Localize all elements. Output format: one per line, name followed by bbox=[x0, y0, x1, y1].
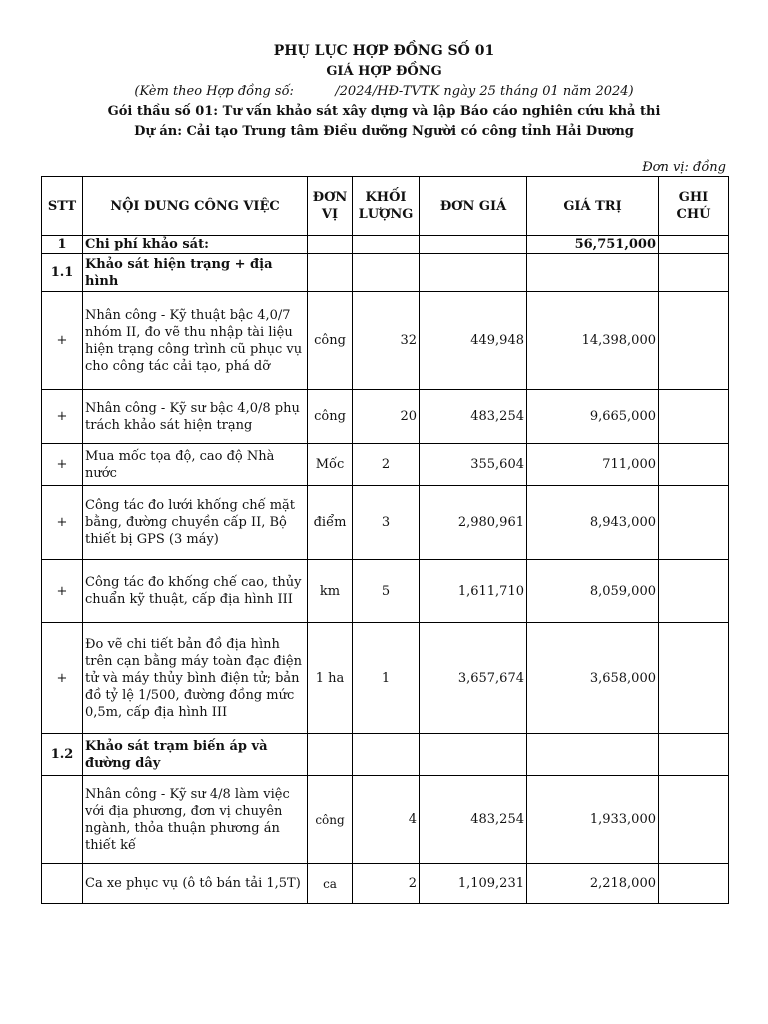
col-header-qty-line2: LƯỢNG bbox=[358, 207, 414, 222]
cell-qty: 4 bbox=[353, 776, 420, 864]
cell-value: 8,943,000 bbox=[527, 486, 659, 560]
cell-unit bbox=[308, 254, 353, 292]
col-header-qty bbox=[353, 177, 420, 236]
cell-unit: ca bbox=[308, 864, 353, 904]
cell-value: 1,933,000 bbox=[527, 776, 659, 864]
cell-content: Công tác đo lưới khống chế mặt bằng, đường chuyền cấp II, Bộ thiết bị GPS (3 máy) bbox=[83, 486, 308, 560]
col-header-stt: STT bbox=[42, 177, 83, 236]
col-header-unit bbox=[308, 177, 353, 236]
cell-note bbox=[659, 776, 729, 864]
cell-content: Khảo sát hiện trạng + địa hình bbox=[83, 254, 308, 292]
cell-qty: 2 bbox=[353, 444, 420, 486]
cell-value: 8,059,000 bbox=[527, 560, 659, 623]
currency-unit-note: Đơn vị: đồng bbox=[642, 160, 726, 175]
cell-price: 483,254 bbox=[420, 776, 527, 864]
cell-value: 3,658,000 bbox=[527, 623, 659, 734]
cell-price: 2,980,961 bbox=[420, 486, 527, 560]
table-row bbox=[42, 776, 729, 864]
cell-value: 711,000 bbox=[527, 444, 659, 486]
document-subtitle: GIÁ HỢP ĐỒNG bbox=[326, 64, 442, 79]
cell-content: Đo vẽ chi tiết bản đồ địa hình trên cạn bằng máy toàn đạc điện tử và máy thủy bình điện tử; bản đồ tỷ lệ 1/500, đường đồng mức 0,5m, cấp địa hình III bbox=[83, 623, 308, 734]
cell-price: 1,109,231 bbox=[420, 864, 527, 904]
cell-qty: 3 bbox=[353, 486, 420, 560]
cell-content: Nhân công - Kỹ thuật bậc 4,0/7 nhóm II, đo vẽ thu nhập tài liệu hiện trạng công trình cũ phục vụ cho công tác cải tạo, phá dỡ bbox=[83, 292, 308, 390]
contract-price-table bbox=[41, 176, 729, 904]
table-row bbox=[42, 560, 729, 623]
cell-note bbox=[659, 444, 729, 486]
cell-price: 483,254 bbox=[420, 390, 527, 444]
cell-stt: + bbox=[42, 444, 83, 486]
cell-unit: công bbox=[308, 292, 353, 390]
cell-price bbox=[420, 734, 527, 776]
table-row bbox=[42, 254, 729, 292]
col-header-qty-line1: KHỐI bbox=[365, 190, 407, 205]
col-header-content: NỘI DUNG CÔNG VIỆC bbox=[83, 177, 308, 236]
col-header-price: ĐƠN GIÁ bbox=[420, 177, 527, 236]
cell-stt: + bbox=[42, 623, 83, 734]
cell-price: 3,657,674 bbox=[420, 623, 527, 734]
cell-value bbox=[527, 734, 659, 776]
cell-price bbox=[420, 254, 527, 292]
cell-qty: 2 bbox=[353, 864, 420, 904]
cell-note bbox=[659, 254, 729, 292]
cell-unit: km bbox=[308, 560, 353, 623]
cell-stt: + bbox=[42, 292, 83, 390]
cell-stt: 1.2 bbox=[42, 734, 83, 776]
cell-content: Khảo sát trạm biến áp và đường dây bbox=[83, 734, 308, 776]
cell-stt bbox=[42, 864, 83, 904]
cell-stt bbox=[42, 776, 83, 864]
table-row bbox=[42, 390, 729, 444]
table-row bbox=[42, 623, 729, 734]
cell-unit bbox=[308, 236, 353, 254]
project-name: Dự án: Cải tạo Trung tâm Điều dưỡng Người có công tỉnh Hải Dương bbox=[134, 124, 634, 139]
table-row bbox=[42, 734, 729, 776]
cell-qty bbox=[353, 734, 420, 776]
cell-unit: 1 ha bbox=[308, 623, 353, 734]
cell-qty bbox=[353, 236, 420, 254]
cell-note bbox=[659, 486, 729, 560]
cell-price: 355,604 bbox=[420, 444, 527, 486]
table-header-row bbox=[42, 177, 729, 236]
col-header-unit-line1: ĐƠN bbox=[312, 190, 348, 205]
col-header-unit-line2: VỊ bbox=[321, 207, 339, 222]
cell-value: 2,218,000 bbox=[527, 864, 659, 904]
cell-stt: + bbox=[42, 560, 83, 623]
cell-value: 9,665,000 bbox=[527, 390, 659, 444]
table-row bbox=[42, 486, 729, 560]
cell-note bbox=[659, 236, 729, 254]
col-header-note: GHI CHÚ bbox=[659, 177, 729, 236]
cell-qty: 5 bbox=[353, 560, 420, 623]
table-row bbox=[42, 292, 729, 390]
table-row bbox=[42, 864, 729, 904]
cell-price: 449,948 bbox=[420, 292, 527, 390]
cell-stt: 1 bbox=[42, 236, 83, 254]
cell-content: Nhân công - Kỹ sư bậc 4,0/8 phụ trách khảo sát hiện trạng bbox=[83, 390, 308, 444]
cell-qty: 1 bbox=[353, 623, 420, 734]
cell-value: 14,398,000 bbox=[527, 292, 659, 390]
cell-unit: công bbox=[308, 776, 353, 864]
table-row bbox=[42, 444, 729, 486]
cell-note bbox=[659, 734, 729, 776]
cell-stt: + bbox=[42, 486, 83, 560]
cell-note bbox=[659, 864, 729, 904]
cell-note bbox=[659, 292, 729, 390]
cell-note bbox=[659, 623, 729, 734]
cell-unit: công bbox=[308, 390, 353, 444]
cell-unit bbox=[308, 734, 353, 776]
cell-value bbox=[527, 254, 659, 292]
cell-content: Mua mốc tọa độ, cao độ Nhà nước bbox=[83, 444, 308, 486]
cell-stt: 1.1 bbox=[42, 254, 83, 292]
cell-note bbox=[659, 560, 729, 623]
package-name: Gói thầu số 01: Tư vấn khảo sát xây dựng và lập Báo cáo nghiên cứu khả thi bbox=[107, 104, 661, 119]
cell-stt: + bbox=[42, 390, 83, 444]
cell-content: Chi phí khảo sát: bbox=[83, 236, 308, 254]
cell-content: Nhân công - Kỹ sư 4/8 làm việc với địa phương, đơn vị chuyên ngành, thỏa thuận phương án thiết kế bbox=[83, 776, 308, 864]
table-row bbox=[42, 236, 729, 254]
col-header-value: GIÁ TRỊ bbox=[527, 177, 659, 236]
cell-value: 56,751,000 bbox=[527, 236, 659, 254]
cell-qty: 32 bbox=[353, 292, 420, 390]
cell-content: Công tác đo khống chế cao, thủy chuẩn kỹ thuật, cấp địa hình III bbox=[83, 560, 308, 623]
cell-unit: Mốc bbox=[308, 444, 353, 486]
cell-unit: điểm bbox=[308, 486, 353, 560]
cell-qty bbox=[353, 254, 420, 292]
cell-price: 1,611,710 bbox=[420, 560, 527, 623]
cell-note bbox=[659, 390, 729, 444]
contract-reference: (Kèm theo Hợp đồng số: /2024/HĐ-TVTK ngày 25 tháng 01 năm 2024) bbox=[134, 84, 634, 99]
cell-content: Ca xe phục vụ (ô tô bán tải 1,5T) bbox=[83, 864, 308, 904]
document-title: PHỤ LỤC HỢP ĐỒNG SỐ 01 bbox=[273, 43, 495, 59]
cell-price bbox=[420, 236, 527, 254]
cell-qty: 20 bbox=[353, 390, 420, 444]
